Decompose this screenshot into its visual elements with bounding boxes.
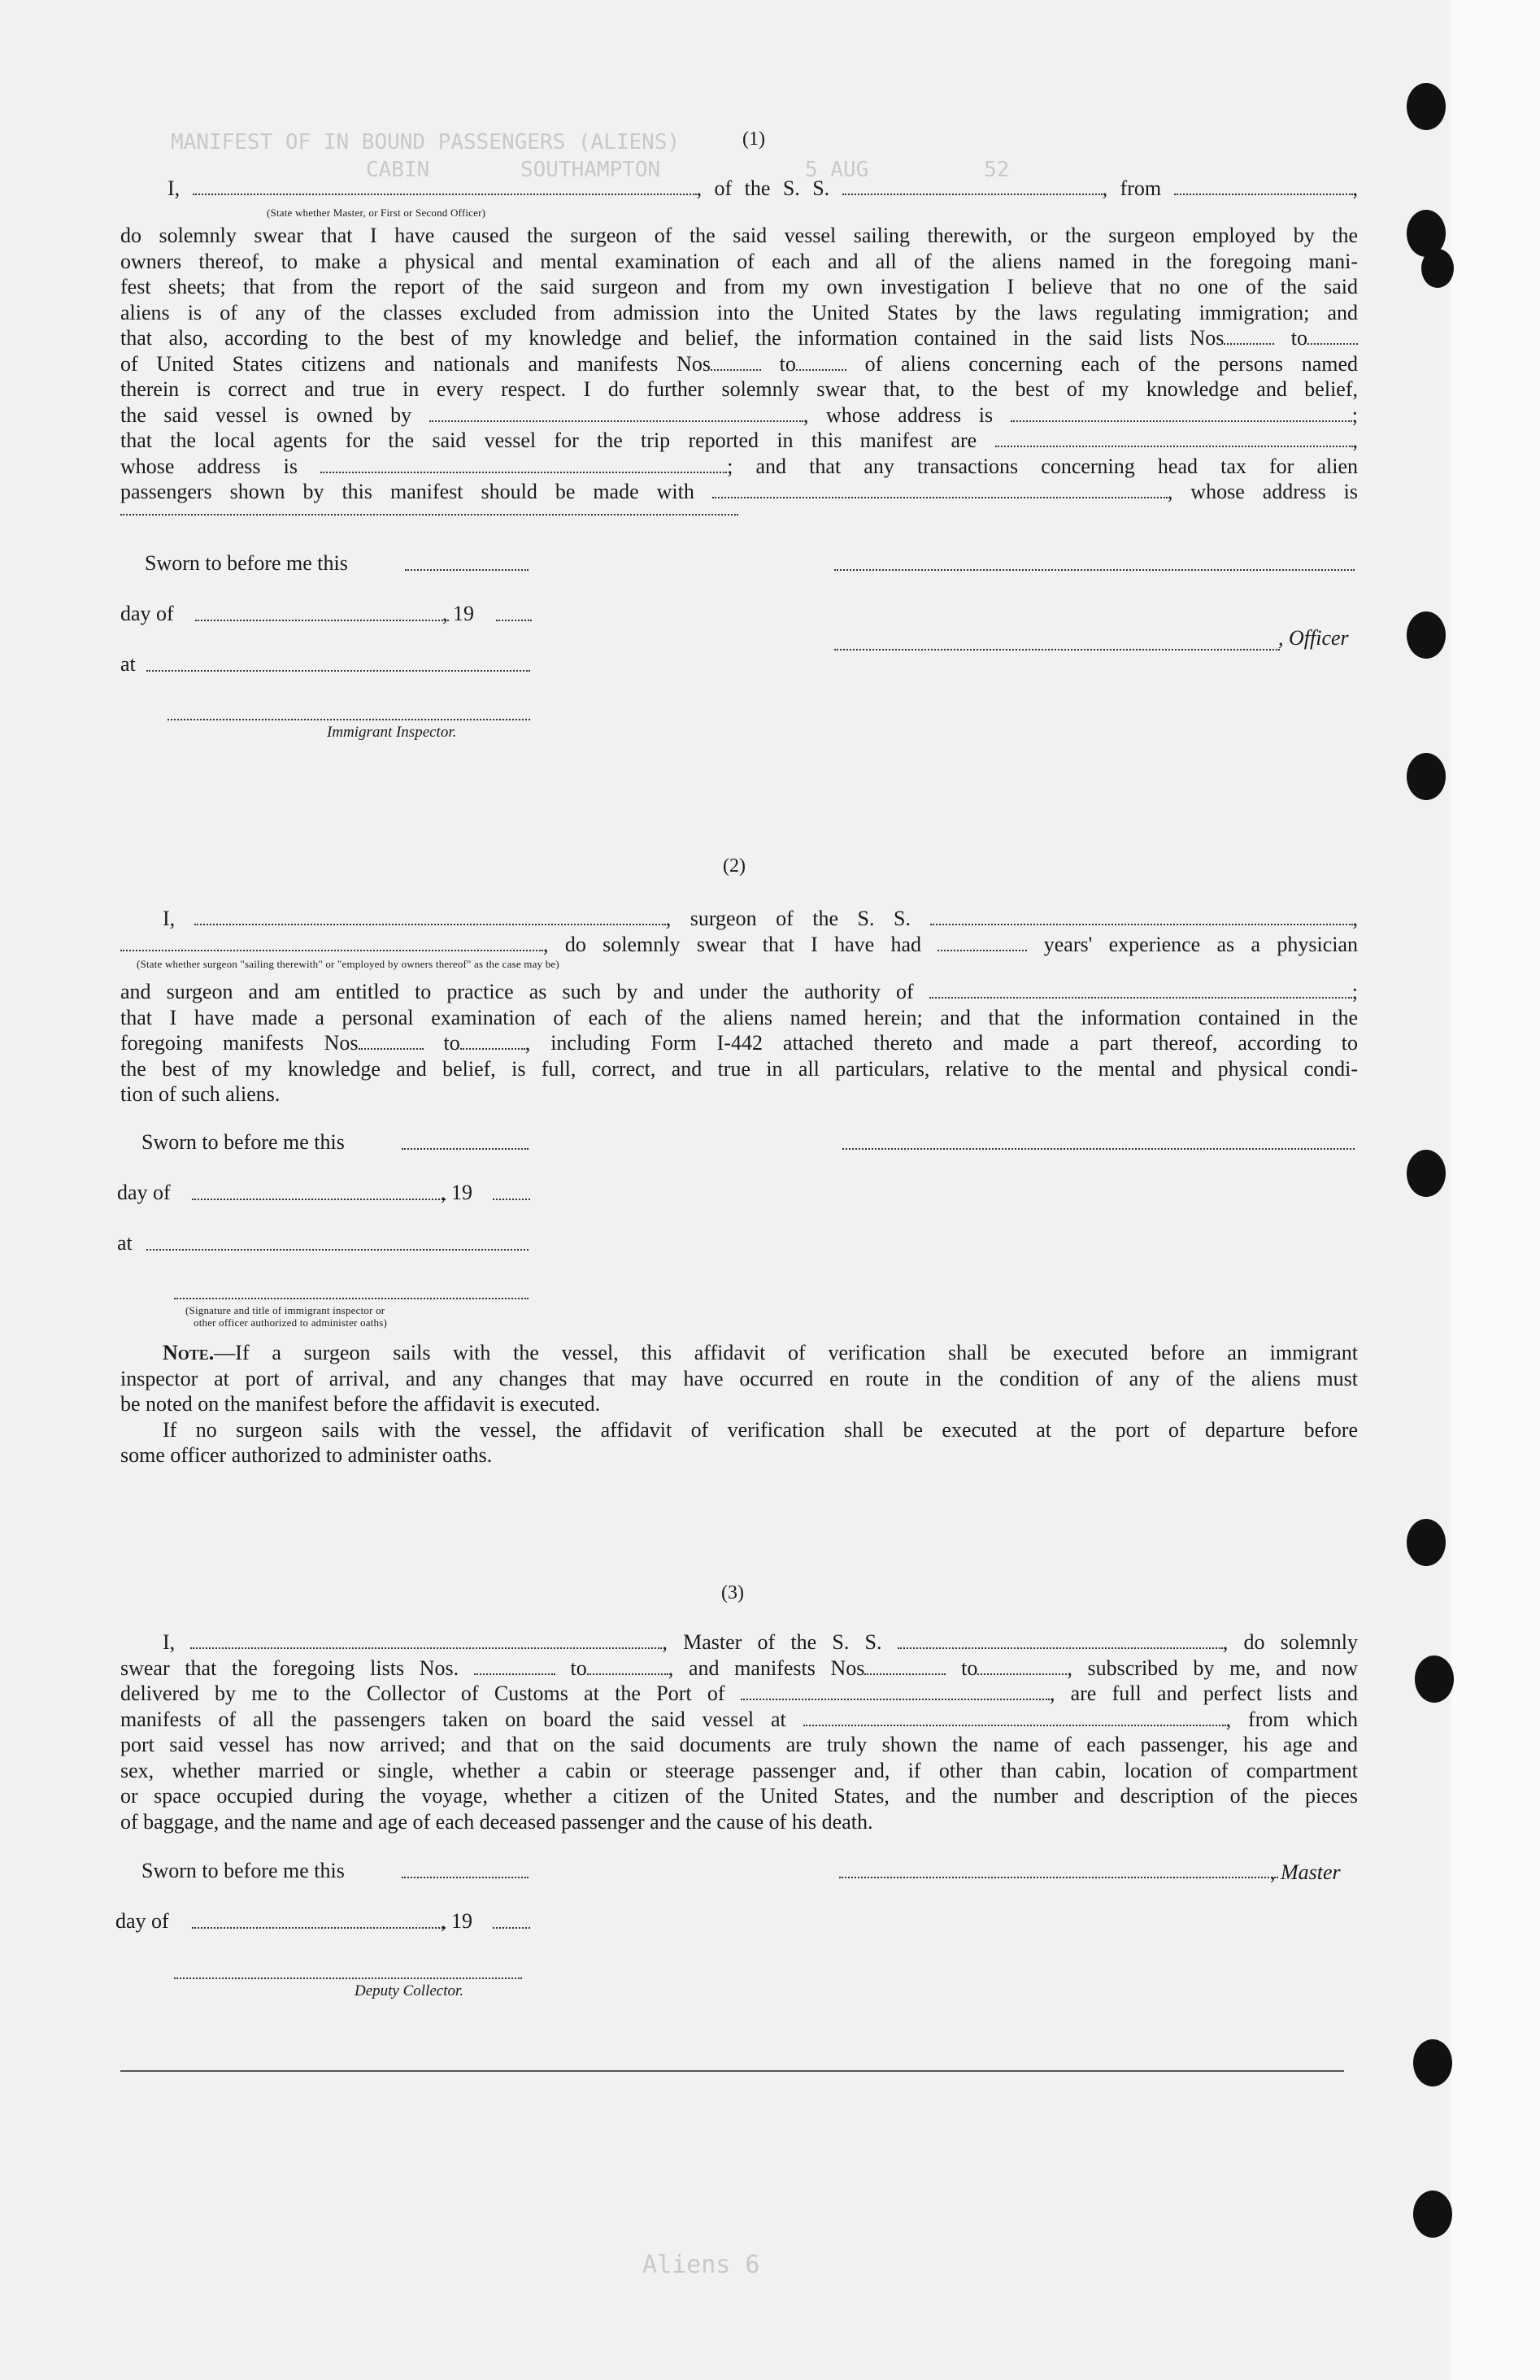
surgeon-status-field[interactable]	[120, 935, 543, 951]
bleed-through-text: CABIN	[366, 158, 430, 182]
at-label: at	[117, 1231, 133, 1255]
binder-hole	[1407, 611, 1446, 659]
sworn-label: Sworn to before me this	[145, 551, 348, 575]
section-1-number: (1)	[742, 128, 765, 150]
lists-to-field[interactable]	[587, 1659, 668, 1675]
vessel-name-field[interactable]	[898, 1633, 1223, 1649]
officer-signature-field[interactable]	[834, 649, 1280, 650]
year-label: , 19	[441, 1181, 472, 1204]
sworn-date-field[interactable]	[402, 1148, 529, 1150]
bleed-through-footer: Aliens 6	[642, 2251, 760, 2279]
paragraph-line: do solemnly swear that I have caused the surgeon of the said vessel sailing therewith, or the surgeon employed by the	[120, 224, 1358, 247]
day-of-field[interactable]	[195, 620, 449, 621]
inspector-signature-field[interactable]	[167, 719, 530, 720]
year-field[interactable]	[493, 1199, 530, 1200]
manifests-from-field[interactable]	[359, 1033, 424, 1050]
years-experience-field[interactable]	[937, 935, 1027, 951]
field-caption: (State whether Master, or First or Second Officer)	[267, 207, 486, 219]
year-field[interactable]	[496, 620, 532, 621]
paragraph-line: sex, whether married or single, whether a cabin or steerage passenger and, if other than cabin, location of compartment	[120, 1758, 1358, 1782]
lists-to-field[interactable]	[1307, 329, 1358, 345]
sworn-date-field[interactable]	[402, 1877, 529, 1878]
binder-hole	[1415, 1656, 1454, 1703]
day-of-field[interactable]	[192, 1199, 446, 1200]
section-3-number: (3)	[721, 1582, 744, 1603]
paragraph-line: the best of my knowledge and belief, is full, correct, and true in all particulars, relative to the mental and physical condi-	[120, 1056, 1358, 1081]
paragraph-line: tion of such aliens.	[120, 1082, 281, 1106]
paragraph-line: whose address is ; and that any transactions concerning head tax for alien	[120, 454, 1358, 478]
year-field[interactable]	[493, 1927, 530, 1929]
at-label: at	[120, 652, 136, 676]
master-label: , Master	[1270, 1860, 1341, 1884]
manifests-from-field[interactable]	[711, 355, 761, 371]
paragraph-line: aliens is of any of the classes excluded from admission into the United States by the laws regulating immigration; and	[120, 300, 1358, 324]
sworn-label: Sworn to before me this	[141, 1859, 345, 1882]
section-2-number: (2)	[723, 855, 746, 877]
authority-field[interactable]	[929, 982, 1352, 999]
vessel-name-field[interactable]	[842, 179, 1103, 195]
paragraph-line: and surgeon and am entitled to practice as such by and under the authority of ;	[120, 980, 1359, 1003]
manifests-to-field[interactable]	[796, 355, 846, 371]
paragraph-line: of baggage, and the name and age of each deceased passenger and the cause of his death.	[120, 1809, 873, 1834]
note-line: inspector at port of arrival, and any changes that may have occurred en route in the condition of any of the aliens must	[120, 1366, 1358, 1390]
paragraph-line: therein is correct and true in every respect. I do further solemnly swear that, to the best of my knowledge and belief,	[120, 377, 1358, 401]
officer-rank-field[interactable]	[193, 179, 697, 195]
sworn-date-field[interactable]	[405, 569, 529, 571]
binder-hole	[1407, 753, 1446, 800]
paragraph-line: that the local agents for the said vessel for the trip reported in this manifest are ,	[120, 429, 1359, 452]
section-2-body	[120, 906, 1358, 957]
lists-from-field[interactable]	[474, 1659, 555, 1675]
bleed-through-header: MANIFEST OF IN BOUND PASSENGERS (ALIENS)	[171, 130, 681, 154]
paragraph-line: owners thereof, to make a physical and mental examination of each and all of the aliens named in the foregoing mani-	[120, 249, 1358, 273]
paragraph-line: delivered by me to the Collector of Customs at the Port of , are full and perfect lists and	[120, 1682, 1358, 1705]
note-line: If no surgeon sails with the vessel, the affidavit of verification shall be executed at the port of departure before	[163, 1417, 1358, 1442]
surgeon-note	[120, 1340, 1358, 1468]
note-line: Note.—If a surgeon sails with the vessel, this affidavit of verification shall be executed before an immigrant	[163, 1341, 1358, 1364]
at-place-field[interactable]	[146, 670, 530, 672]
binder-hole	[1407, 83, 1446, 130]
day-of-field[interactable]	[192, 1927, 446, 1929]
bleed-through-text: 5 AUG	[805, 158, 869, 182]
binder-hole	[1413, 2039, 1452, 2086]
surgeon-vessel-field[interactable]	[930, 909, 1353, 925]
lists-from-field[interactable]	[1224, 329, 1274, 345]
officer-signature-top-field[interactable]	[834, 569, 1355, 571]
bleed-through-text: 52	[984, 158, 1010, 182]
head-tax-agent-field[interactable]	[712, 482, 1168, 498]
owner-address-field[interactable]	[1011, 406, 1352, 422]
oath-line: I, , Master of the S. S. , do solemnly	[163, 1630, 1358, 1654]
master-signature-field[interactable]	[839, 1877, 1278, 1878]
agents-address-field[interactable]	[320, 457, 727, 473]
section-1-body	[120, 176, 1358, 202]
paragraph-line: that also, according to the best of my knowledge and belief, the information contained in the said lists Nos to	[120, 325, 1358, 351]
paragraph-line: of United States citizens and nationals and manifests Nos to of aliens concerning each of the persons named	[120, 351, 1359, 376]
day-of-label: day of	[115, 1909, 169, 1933]
binder-hole	[1407, 1519, 1446, 1566]
binder-hole	[1413, 2191, 1452, 2238]
paragraph-line: passengers shown by this manifest should be made with , whose address is	[120, 480, 1359, 503]
section-1-paragraph	[120, 223, 1358, 505]
address-continuation-field[interactable]	[120, 514, 738, 516]
bottom-rule	[120, 2070, 1344, 2072]
day-of-label: day of	[117, 1181, 171, 1204]
binder-hole	[1421, 249, 1454, 288]
paragraph-line: foregoing manifests Nos to , including Form I-442 attached thereto and made a part thereof, according to	[120, 1031, 1358, 1055]
manifests-to-field[interactable]	[460, 1033, 525, 1050]
paragraph-line: swear that the foregoing lists Nos. to , and manifests Nos to , subscribed by me, and now	[120, 1656, 1359, 1680]
oath-line: I, , of the S. S. , from ,	[167, 176, 1359, 200]
year-label: , 19	[442, 602, 474, 625]
sworn-label: Sworn to before me this	[141, 1130, 345, 1154]
owner-field[interactable]	[429, 406, 803, 422]
paragraph-line: manifests of all the passengers taken on board the said vessel at , from which	[120, 1707, 1359, 1731]
paragraph-line: that I have made a personal examination of each of the aliens named herein; and that the information contained in the	[120, 1005, 1358, 1029]
inspector-signature-field[interactable]	[174, 1298, 529, 1299]
note-line: some officer authorized to administer oaths.	[120, 1443, 493, 1467]
binder-hole	[1407, 1150, 1446, 1197]
inspector-label: Immigrant Inspector.	[327, 724, 457, 741]
note-line: be noted on the manifest before the affidavit is executed.	[120, 1392, 601, 1416]
field-caption: (State whether surgeon "sailing therewith" or "employed by owners thereof" as the case may be)	[137, 958, 559, 970]
surgeon-name-field[interactable]	[194, 909, 666, 925]
oath-line: , do solemnly swear that I have had years' experience as a physician	[120, 932, 1358, 958]
oath-line: I, , surgeon of the S. S. ,	[163, 907, 1359, 930]
deputy-collector-signature-field[interactable]	[174, 1978, 522, 1979]
manifests-from-field[interactable]	[864, 1659, 946, 1675]
signature-caption: (Signature and title of immigrant inspector or	[185, 1304, 385, 1316]
surgeon-signature-field[interactable]	[842, 1148, 1355, 1150]
agents-field[interactable]	[995, 431, 1353, 447]
from-port-field[interactable]	[1174, 179, 1353, 195]
section-3-body	[120, 1629, 1358, 1834]
at-place-field[interactable]	[146, 1249, 529, 1251]
manifests-to-field[interactable]	[977, 1659, 1067, 1675]
section-2-paragraph	[120, 979, 1358, 1107]
paragraph-line: port said vessel has now arrived; and that on the said documents are truly shown the name of each passenger, his age and	[120, 1733, 1358, 1756]
officer-label: , Officer	[1278, 626, 1349, 650]
master-name-field[interactable]	[190, 1633, 662, 1649]
day-of-label: day of	[120, 602, 174, 625]
year-label: , 19	[441, 1909, 472, 1933]
paragraph-line: fest sheets; that from the report of the said surgeon and from my own investigation I believe that no one of the said	[120, 275, 1358, 298]
paragraph-line: or space occupied during the voyage, whether a citizen of the United States, and the number and description of the pieces	[120, 1784, 1358, 1808]
paragraph-line: the said vessel is owned by , whose address is ;	[120, 402, 1358, 427]
signature-caption: other officer authorized to administer oaths)	[194, 1316, 387, 1329]
deputy-collector-label: Deputy Collector.	[355, 1982, 464, 1999]
bleed-through-text: SOUTHAMPTON	[520, 158, 661, 182]
departure-port-field[interactable]	[803, 1710, 1226, 1726]
port-field[interactable]	[741, 1684, 1050, 1700]
